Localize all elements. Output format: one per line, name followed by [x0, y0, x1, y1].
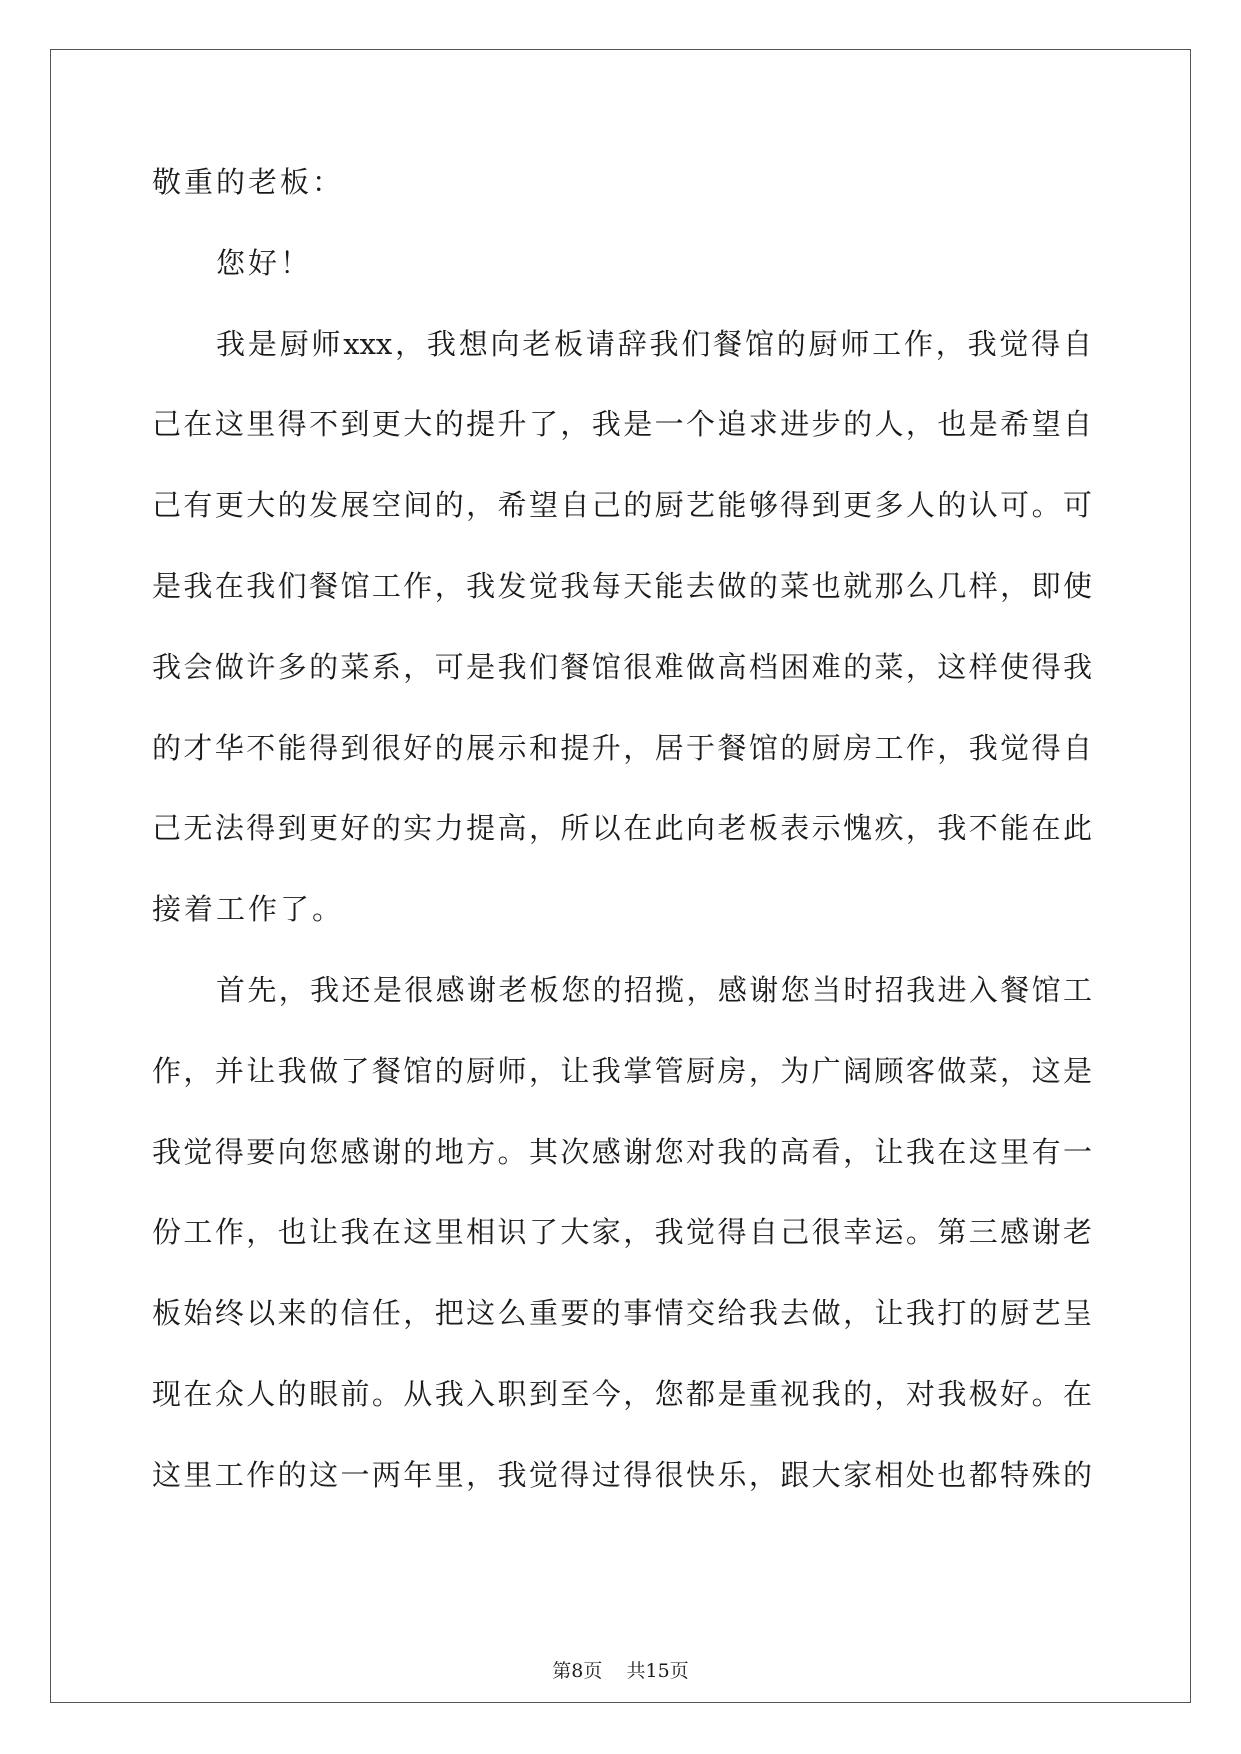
- paragraph-line: 作，并让我做了餐馆的厨师，让我掌管厨房，为广阔顾客做菜，这是: [152, 1053, 1092, 1088]
- paragraph-line: 的才华不能得到很好的展示和提升，居于餐馆的厨房工作，我觉得自: [152, 730, 1092, 765]
- paragraph-line: 我是厨师xxx，我想向老板请辞我们餐馆的厨师工作，我觉得自: [216, 326, 1092, 361]
- paragraph-line: 现在众人的眼前。从我入职到至今，您都是重视我的，对我极好。在: [152, 1376, 1092, 1411]
- page-number: 第8页: [552, 1660, 603, 1682]
- paragraph-line: 我觉得要向您感谢的地方。其次感谢您对我的高看，让我在这里有一: [152, 1134, 1092, 1169]
- page-footer: [0, 1662, 1241, 1681]
- paragraph-line: 是我在我们餐馆工作，我发觉我每天能去做的菜也就那么几样，即使: [152, 568, 1092, 603]
- paragraph-line: 份工作，也让我在这里相识了大家，我觉得自己很幸运。第三感谢老: [152, 1215, 1092, 1250]
- page-total: 共15页: [626, 1660, 689, 1682]
- paragraph-line: 己在这里得不到更大的提升了，我是一个追求进步的人，也是希望自: [152, 407, 1092, 442]
- paragraph-line: 接着工作了。: [152, 892, 345, 927]
- paragraph-line: 首先，我还是很感谢老板您的招揽，感谢您当时招我进入餐馆工: [216, 972, 1092, 1007]
- paragraph-line: 这里工作的这一两年里，我觉得过得很快乐，跟大家相处也都特殊的: [152, 1457, 1092, 1492]
- salutation: 敬重的老板：: [152, 165, 345, 199]
- greeting: 您好！: [216, 245, 313, 280]
- paragraph-line: 我会做许多的菜系，可是我们餐馆很难做高档困难的菜，这样使得我: [152, 649, 1092, 684]
- letter-body: [152, 165, 1092, 1542]
- paragraph-line: 板始终以来的信任，把这么重要的事情交给我去做，让我打的厨艺呈: [152, 1296, 1092, 1331]
- paragraph-line: 己无法得到更好的实力提高，所以在此向老板表示愧疚，我不能在此: [152, 811, 1092, 846]
- paragraph-line: 己有更大的发展空间的，希望自己的厨艺能够得到更多人的认可。可: [152, 488, 1092, 523]
